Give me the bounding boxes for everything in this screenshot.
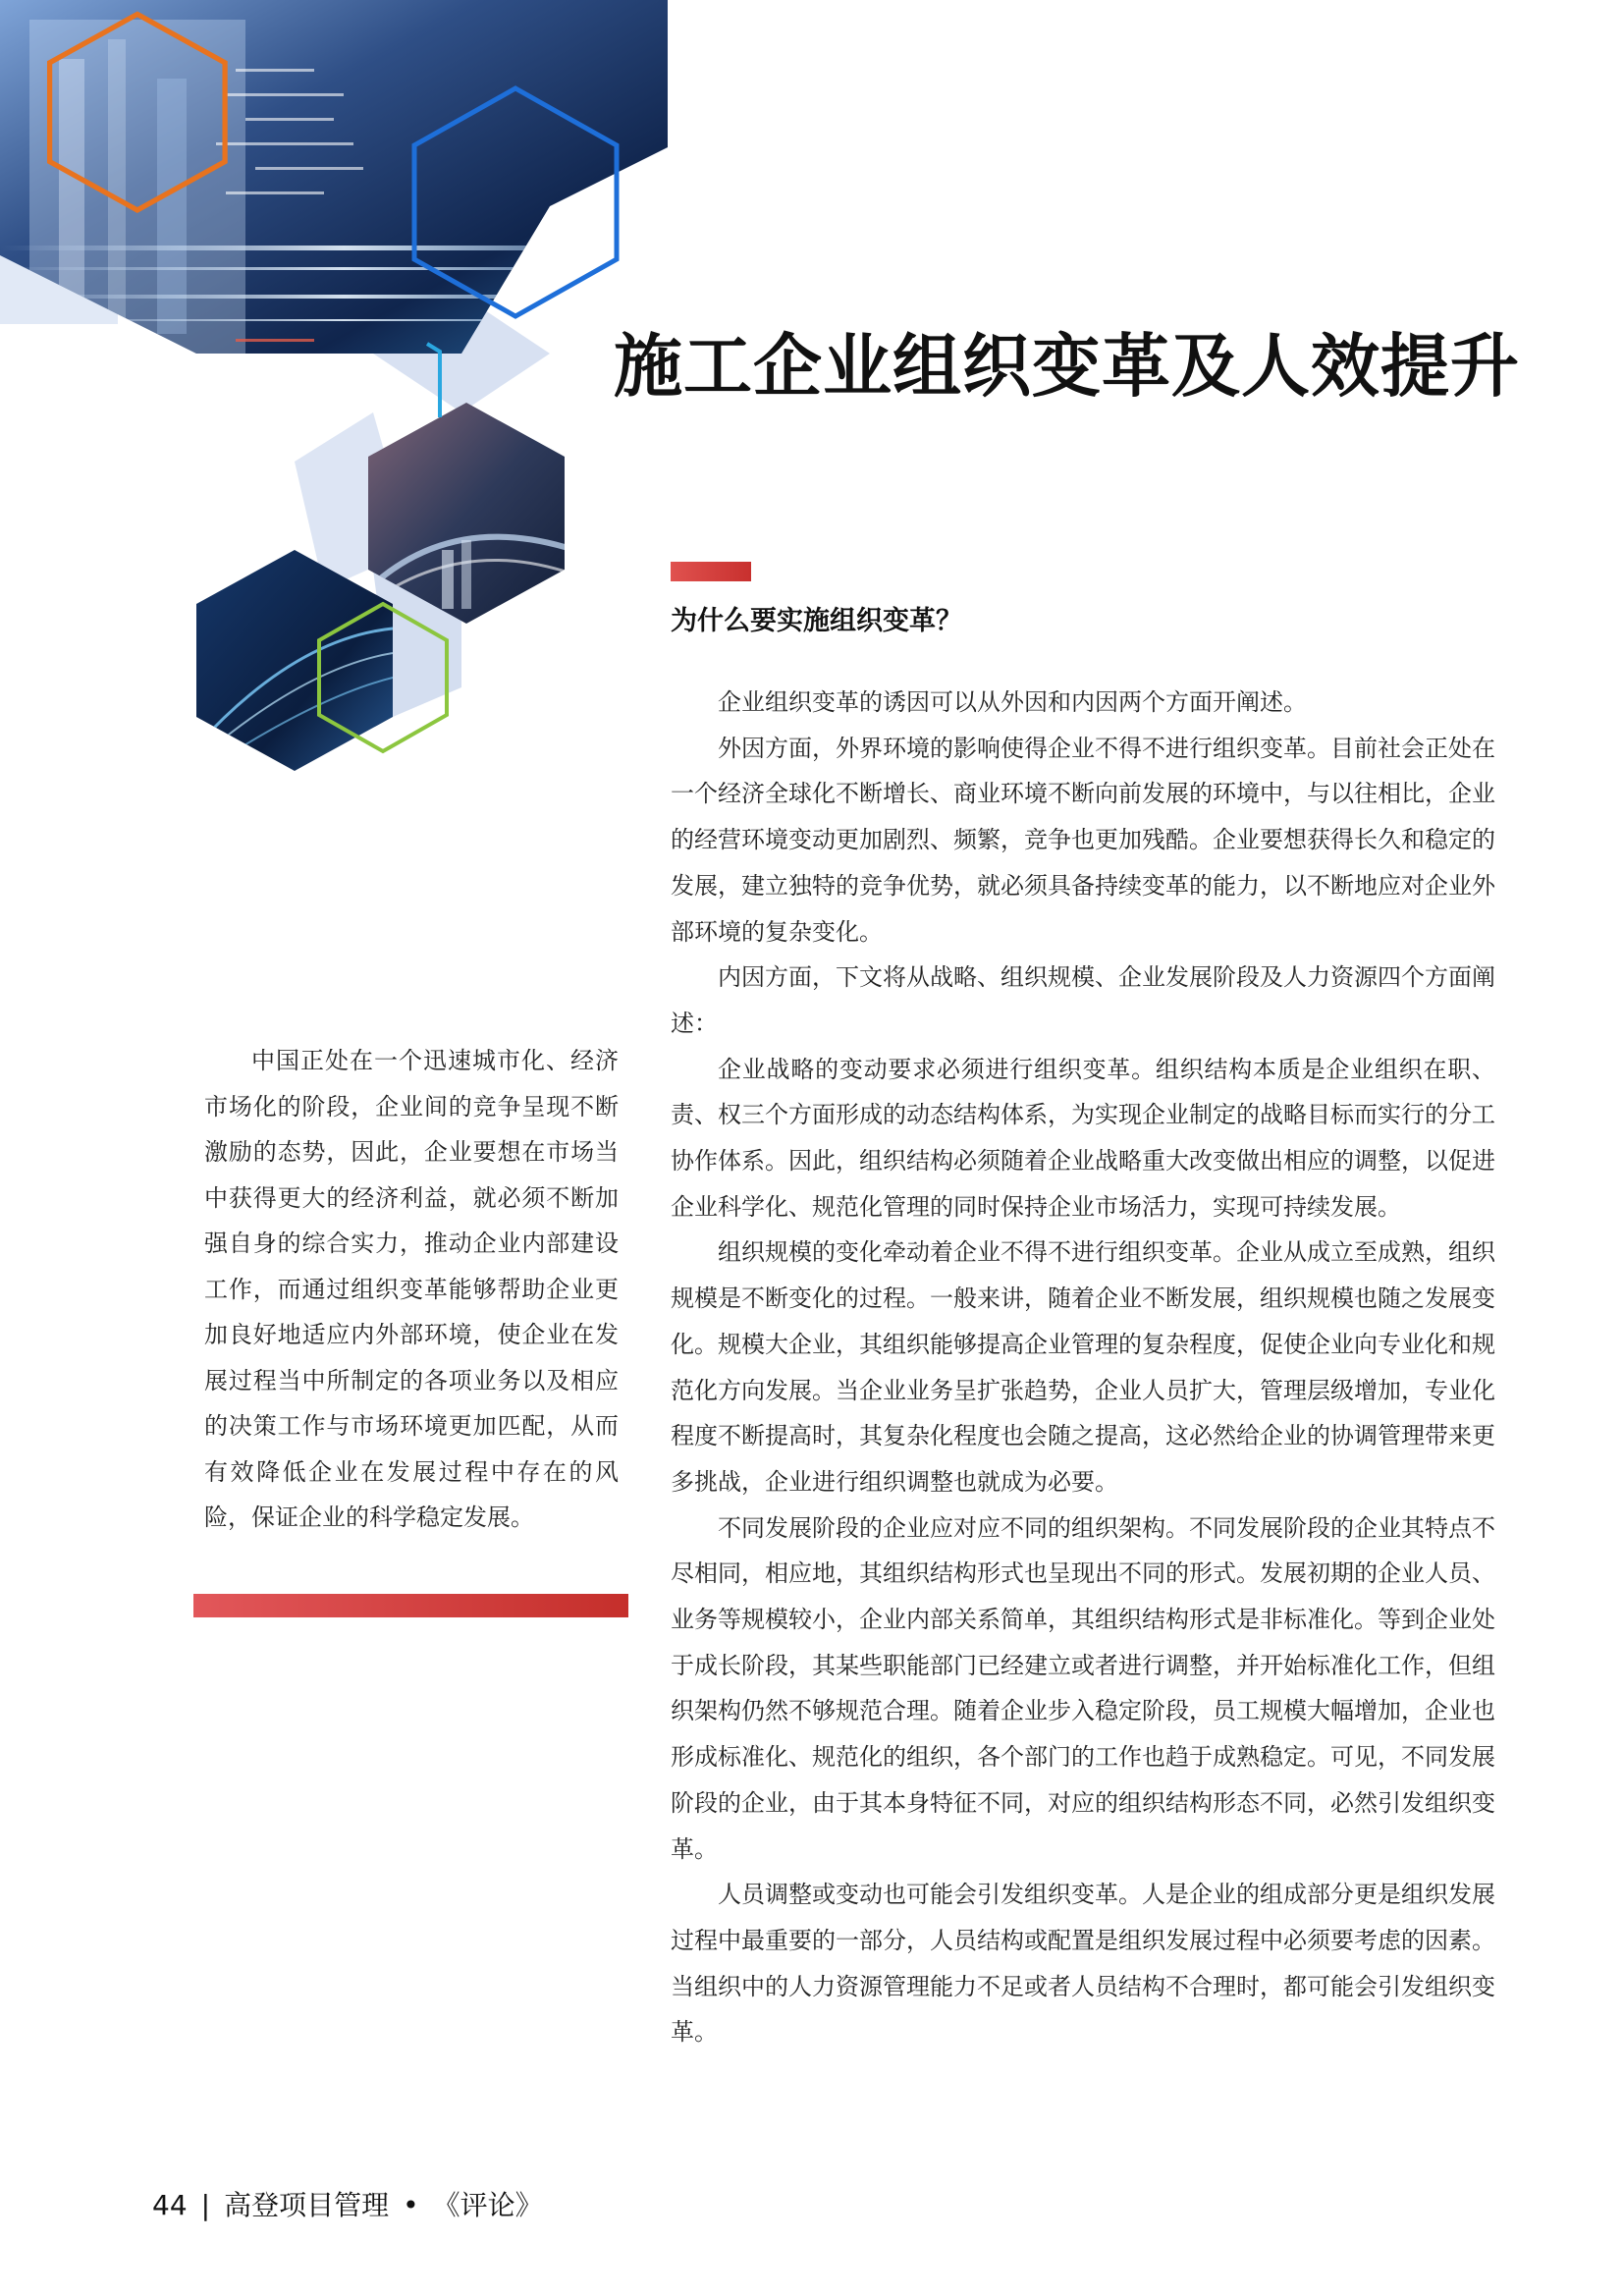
magazine-name: 高登项目管理 [224, 2189, 390, 2221]
footer-dot: • [403, 2189, 419, 2221]
hexagon-photo-collage [0, 0, 687, 805]
section-heading: 为什么要实施组织变革？ [671, 606, 962, 636]
column-name: 《评论》 [432, 2189, 543, 2221]
body-paragraph: 内因方面，下文将从战略、组织规模、企业发展阶段及人力资源四个方面阐述： [671, 963, 1495, 1037]
page-number: 44 [152, 2189, 188, 2221]
footer-separator: | [200, 2189, 211, 2221]
sidebar-accent-bar [193, 1594, 628, 1617]
article-title: 施工企业组织变革及人效提升 [614, 326, 1520, 407]
body-paragraph: 组织规模的变化牵动着企业不得不进行组织变革。企业从成立至成熟，组织规模是不断变化的过程。一般来讲，随着企业不断发展，组织规模也随之发展变化。规模大企业，其组织能够提高企业管理的复杂程度，促使企业向专业化和规范化方向发展。当企业业务呈扩张趋势，企业人员扩大，管理层级增加，专业化程度不断提高时，其复杂化程度也会随之提高，这必然给企业的协调管理带来更多挑战，企业进行组织调整也就成为必要。 [671, 1238, 1495, 1496]
body-paragraph: 企业战略的变动要求必须进行组织变革。组织结构本质是企业组织在职、责、权三个方面形成的动态结构体系，为实现企业制定的战略目标而实行的分工协作体系。因此，组织结构必须随着企业战略重大改变做出相应的调整，以促进企业科学化、规范化管理的同时保持企业市场活力，实现可持续发展。 [671, 1055, 1495, 1221]
sidebar-summary [204, 1038, 619, 1541]
page-footer [152, 2184, 543, 2223]
article-body [671, 680, 1495, 2055]
body-paragraph: 外因方面，外界环境的影响使得企业不得不进行组织变革。目前社会正处在一个经济全球化不断增长、商业环境不断向前发展的环境中，与以往相比，企业的经营环境变动更加剧烈、频繁，竞争也更加残酷。企业要想获得长久和稳定的发展，建立独特的竞争优势，就必须具备持续变革的能力，以不断地应对企业外部环境的复杂变化。 [671, 734, 1495, 946]
body-paragraph: 不同发展阶段的企业应对应不同的组织架构。不同发展阶段的企业其特点不尽相同，相应地，其组织结构形式也呈现出不同的形式。发展初期的企业人员、业务等规模较小，企业内部关系简单，其组织结构形式是非标准化。等到企业处于成长阶段，其某些职能部门已经建立或者进行调整，并开始标准化工作，但组织架构仍然不够规范合理。随着企业步入稳定阶段，员工规模大幅增加，企业也形成标准化、规范化的组织，各个部门的工作也趋于成熟稳定。可见，不同发展阶段的企业，由于其本身特征不同，对应的组织结构形态不同，必然引发组织变革。 [671, 1513, 1495, 1863]
sidebar-paragraph: 中国正处在一个迅速城市化、经济市场化的阶段，企业间的竞争呈现不断激励的态势，因此，企业要想在市场当中获得更大的经济利益，就必须不断加强自身的综合实力，推动企业内部建设工作，而通过组织变革能够帮助企业更加良好地适应内外部环境，使企业在发展过程当中所制定的各项业务以及相应的决策工作与市场环境更加匹配，从而有效降低企业在发展过程中存在的风险，保证企业的科学稳定发展。 [204, 1047, 619, 1531]
section-accent-bar [671, 562, 751, 581]
body-paragraph: 企业组织变革的诱因可以从外因和内因两个方面开阐述。 [718, 688, 1307, 716]
body-paragraph: 人员调整或变动也可能会引发组织变革。人是企业的组成部分更是组织发展过程中最重要的一部分，人员结构或配置是组织发展过程中必须要考虑的因素。当组织中的人力资源管理能力不足或者人员结构不合理时，都可能会引发组织变革。 [671, 1881, 1495, 2047]
